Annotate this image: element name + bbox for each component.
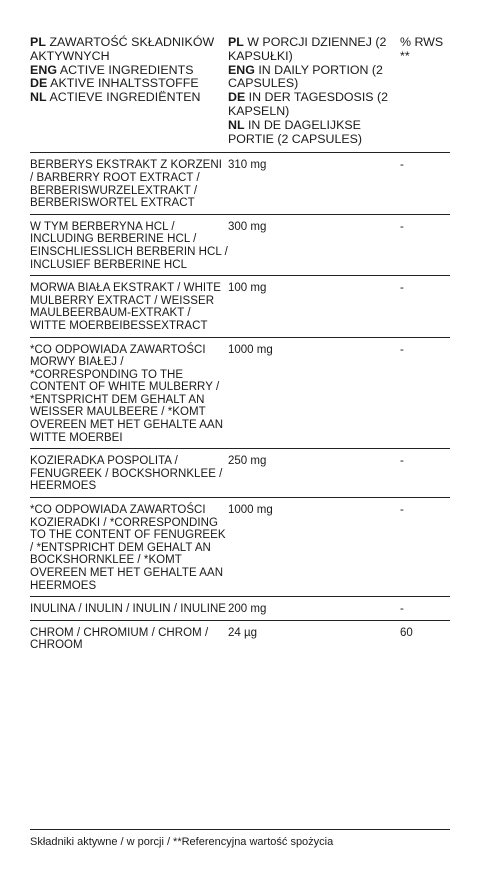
lang-text: W PORCJI DZIENNEJ (2 KAPSUŁKI)	[228, 35, 387, 63]
lang-text: IN DAILY PORTION (2 CAPSULES)	[228, 62, 383, 91]
ingredient-rws: -	[400, 504, 404, 517]
table-header	[30, 36, 450, 152]
ingredient-name: BERBERYS EKSTRAKT Z KORZENI / BARBERRY ROOT EXTRACT / BERBERISWURZELEXTRAKT / BERBERISWORTEL EXTRACT	[30, 159, 222, 210]
lang-code: NL	[228, 117, 245, 132]
table-row	[30, 596, 450, 620]
footnote: Składniki aktywne / w porcji / **Referencyjna wartość spożycia	[30, 829, 450, 848]
header-ingredients	[30, 36, 228, 105]
lang-text: IN DER TAGESDOSIS (2 KAPSELN)	[228, 90, 388, 118]
lang-code: NL	[30, 90, 47, 105]
ingredient-name: MORWA BIAŁA EKSTRAKT / WHITE MULBERRY EXTRACT / WEISSER MAULBEERBAUM-EXTRAKT / WITTE MOERBEIBESSEXTRACT	[30, 282, 221, 332]
ingredient-rws: -	[400, 343, 404, 356]
ingredient-name: *CO ODPOWIADA ZAWARTOŚCI KOZIERADKI / *CORRESPONDING TO THE CONTENT OF FENUGREEK / *ENTSPRICHT DEM GEHALT AN BOCKSHORNKLEE / *KOMT OVEREEN MET HET GEHALTE AAN HEERMOES	[30, 504, 226, 592]
ingredient-amount: 24 µg	[228, 626, 258, 639]
lang-code: PL	[30, 35, 46, 49]
header-lang-nl	[30, 91, 228, 105]
header-portion	[228, 36, 400, 146]
lang-text: ACTIVE INGREDIENTS	[59, 62, 194, 77]
lang-text: ZAWARTOŚĆ SKŁADNIKÓW AKTYWNYCH	[30, 35, 215, 63]
header-lang-nl	[228, 119, 400, 147]
ingredient-name: KOZIERADKA POSPOLITA / FENUGREEK / BOCKSHORNKLEE / HEERMOES	[30, 455, 223, 493]
ingredient-rws: 60	[400, 626, 413, 639]
ingredient-amount: 300 mg	[228, 220, 267, 233]
table-row	[30, 620, 450, 656]
nutrition-table	[30, 36, 450, 656]
lang-text: ACTIEVE INGREDIËNTEN	[49, 90, 201, 105]
header-rws: % RWS **	[400, 35, 444, 63]
lang-code: DE	[228, 90, 246, 105]
ingredient-rws: -	[400, 159, 404, 172]
lang-code: ENG	[30, 62, 58, 77]
lang-code: ENG	[228, 62, 255, 77]
ingredient-name: CHROM / CHROMIUM / CHROM / CHROOM	[30, 626, 209, 652]
header-lang-de	[30, 77, 228, 91]
lang-text: AKTIVE INHALTSSTOFFE	[50, 76, 199, 91]
ingredient-amount: 200 mg	[228, 603, 267, 616]
table-row	[30, 337, 450, 449]
table-row	[30, 448, 450, 497]
table-row	[30, 497, 450, 596]
ingredient-amount: 1000 mg	[228, 504, 273, 517]
table-row	[30, 275, 450, 336]
header-lang-eng	[228, 64, 400, 92]
lang-code: PL	[228, 35, 244, 49]
ingredient-amount: 1000 mg	[228, 343, 273, 356]
ingredient-rws: -	[400, 455, 404, 468]
header-lang-de	[228, 91, 400, 119]
lang-code: DE	[30, 76, 48, 91]
ingredient-name: *CO ODPOWIADA ZAWARTOŚCI MORWY BIAŁEJ / *CORRESPONDING TO THE CONTENT OF WHITE MULBERRY / *ENTSPRICHT DEM GEHALT AN WEISSER MAULBEERE / *KOMT OVEREEN MET HET GEHALTE AAN WITTE MOERBEI	[30, 343, 224, 444]
ingredient-rws: -	[400, 603, 404, 616]
ingredient-name: INULINA / INULIN / INULIN / INULINE	[30, 603, 227, 616]
ingredient-amount: 250 mg	[228, 455, 267, 468]
header-lang-eng	[30, 64, 228, 78]
ingredient-name: W TYM BERBERYNA HCL / INCLUDING BERBERINE HCL / EINSCHLIESSLICH BERBERIN HCL / INCLUSIEF BERBERINE HCL	[30, 220, 228, 271]
lang-text: IN DE DAGELIJKSE PORTIE (2 CAPSULES)	[228, 117, 363, 146]
ingredient-amount: 310 mg	[228, 159, 267, 172]
header-lang-pl	[30, 36, 228, 64]
table-row	[30, 214, 450, 275]
ingredient-amount: 100 mg	[228, 282, 267, 295]
ingredient-rws: -	[400, 282, 404, 295]
table-row	[30, 152, 450, 213]
header-lang-pl	[228, 36, 400, 64]
ingredient-rws: -	[400, 220, 404, 233]
